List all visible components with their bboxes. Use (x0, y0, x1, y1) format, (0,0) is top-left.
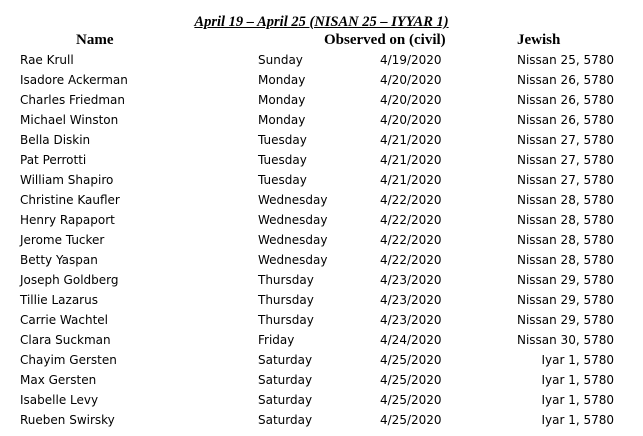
row-day: Wednesday (258, 193, 328, 207)
table-row (0, 130, 643, 150)
row-jewish-date: Nissan 27, 5780 (516, 173, 614, 187)
row-jewish-date: Nissan 29, 5780 (516, 273, 614, 287)
row-date: 4/22/2020 (380, 233, 442, 247)
row-day: Saturday (258, 373, 313, 387)
row-day: Saturday (258, 353, 313, 367)
row-date: 4/25/2020 (380, 413, 442, 427)
row-jewish-date: Nissan 29, 5780 (516, 293, 614, 307)
table-row (0, 310, 643, 330)
row-date: 4/21/2020 (380, 153, 442, 167)
row-date: 4/20/2020 (380, 113, 442, 127)
row-name: Bella Diskin (20, 133, 91, 147)
row-name: Max Gersten (20, 373, 97, 387)
row-date: 4/25/2020 (380, 353, 442, 367)
row-jewish-date: Nissan 28, 5780 (516, 253, 614, 267)
row-jewish-date: Nissan 28, 5780 (516, 193, 614, 207)
row-jewish-date: Nissan 28, 5780 (516, 213, 614, 227)
row-day: Saturday (258, 393, 313, 407)
row-name: Isadore Ackerman (20, 73, 128, 87)
row-name: William Shapiro (20, 173, 114, 187)
table-row (0, 170, 643, 190)
row-day: Thursday (258, 293, 314, 307)
row-name: Betty Yaspan (20, 253, 98, 267)
table-row (0, 390, 643, 410)
table-row (0, 410, 643, 430)
row-date: 4/19/2020 (380, 53, 442, 67)
row-name: Rae Krull (20, 53, 74, 67)
table-row (0, 250, 643, 270)
table-row (0, 330, 643, 350)
row-name: Isabelle Levy (20, 393, 99, 407)
row-name: Rueben Swirsky (20, 413, 115, 427)
table-row (0, 350, 643, 370)
row-name: Michael Winston (20, 113, 119, 127)
table-header (0, 30, 643, 50)
row-name: Henry Rapaport (20, 213, 115, 227)
table-row (0, 270, 643, 290)
row-name: Carrie Wachtel (20, 313, 108, 327)
row-day: Thursday (258, 313, 314, 327)
row-day: Tuesday (258, 133, 307, 147)
row-name: Clara Suckman (20, 333, 111, 347)
row-day: Friday (258, 333, 295, 347)
row-name: Pat Perrotti (20, 153, 87, 167)
table-row (0, 70, 643, 90)
header-name: Name (76, 32, 114, 48)
row-date: 4/22/2020 (380, 213, 442, 227)
row-date: 4/23/2020 (380, 293, 442, 307)
row-day: Wednesday (258, 213, 328, 227)
row-day: Monday (258, 93, 306, 107)
row-name: Christine Kaufler (20, 193, 120, 207)
row-day: Monday (258, 73, 306, 87)
header-jewish: Jewish (517, 32, 561, 48)
row-day: Wednesday (258, 233, 328, 247)
table-row (0, 370, 643, 390)
row-date: 4/21/2020 (380, 133, 442, 147)
row-day: Sunday (258, 53, 303, 67)
row-date: 4/25/2020 (380, 393, 442, 407)
row-date: 4/23/2020 (380, 273, 442, 287)
row-name: Charles Friedman (20, 93, 125, 107)
table-row (0, 50, 643, 70)
page-title: April 19 – April 25 (NISAN 25 – IYYAR 1) (194, 14, 449, 30)
row-jewish-date: Nissan 29, 5780 (516, 313, 614, 327)
row-jewish-date: Nissan 28, 5780 (516, 233, 614, 247)
row-jewish-date: Iyar 1, 5780 (541, 413, 614, 427)
row-day: Thursday (258, 273, 314, 287)
table-row (0, 230, 643, 250)
row-name: Joseph Goldberg (20, 273, 119, 287)
row-date: 4/20/2020 (380, 93, 442, 107)
row-date: 4/22/2020 (380, 193, 442, 207)
row-date: 4/20/2020 (380, 73, 442, 87)
row-date: 4/21/2020 (380, 173, 442, 187)
row-jewish-date: Iyar 1, 5780 (541, 353, 614, 367)
row-name: Chayim Gersten (20, 353, 117, 367)
row-date: 4/25/2020 (380, 373, 442, 387)
row-day: Saturday (258, 413, 313, 427)
yahrzeit-list (0, 50, 643, 430)
row-jewish-date: Nissan 26, 5780 (516, 73, 614, 87)
row-jewish-date: Nissan 26, 5780 (516, 93, 614, 107)
table-row (0, 210, 643, 230)
row-day: Wednesday (258, 253, 328, 267)
row-jewish-date: Iyar 1, 5780 (541, 393, 614, 407)
row-date: 4/22/2020 (380, 253, 442, 267)
row-jewish-date: Nissan 26, 5780 (516, 113, 614, 127)
row-jewish-date: Nissan 27, 5780 (516, 153, 614, 167)
row-jewish-date: Nissan 27, 5780 (516, 133, 614, 147)
row-day: Tuesday (258, 173, 307, 187)
row-day: Tuesday (258, 153, 307, 167)
header-observed: Observed on (civil) (324, 32, 446, 48)
row-jewish-date: Iyar 1, 5780 (541, 373, 614, 387)
row-date: 4/24/2020 (380, 333, 442, 347)
row-jewish-date: Nissan 25, 5780 (516, 53, 614, 67)
row-date: 4/23/2020 (380, 313, 442, 327)
row-jewish-date: Nissan 30, 5780 (516, 333, 614, 347)
table-row (0, 90, 643, 110)
row-name: Tillie Lazarus (20, 293, 98, 307)
table-row (0, 190, 643, 210)
row-name: Jerome Tucker (20, 233, 105, 247)
table-row (0, 290, 643, 310)
table-row (0, 110, 643, 130)
table-row (0, 150, 643, 170)
row-day: Monday (258, 113, 306, 127)
